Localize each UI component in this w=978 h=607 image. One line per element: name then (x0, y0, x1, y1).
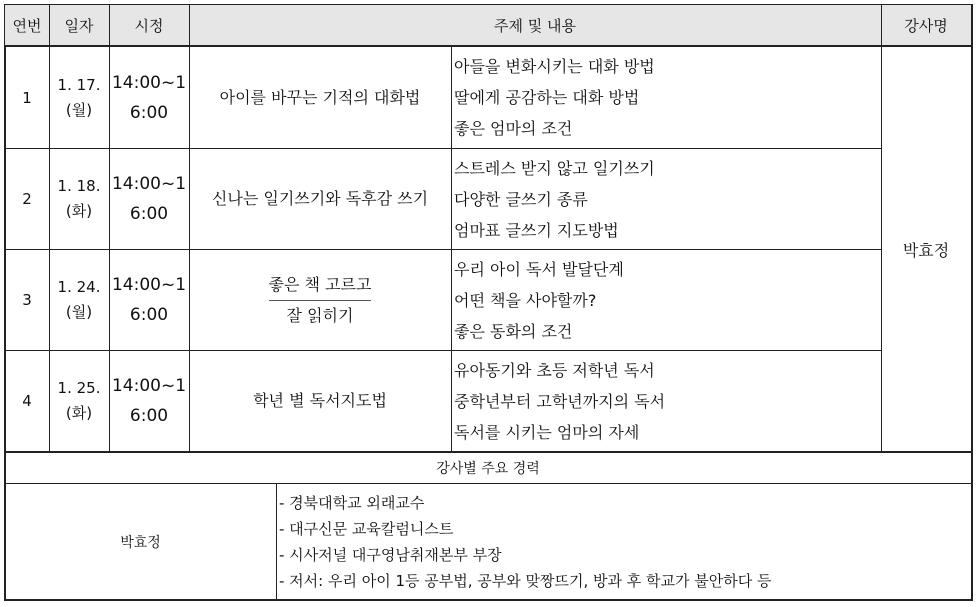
lecturer-name: 박효정 (902, 240, 950, 260)
row-2-contents (451, 149, 881, 249)
career-title-divider (5, 483, 971, 484)
row-3-content-item: 좋은 동화의 조건 (454, 321, 573, 341)
row-1-content-item: 아들을 변화시키는 대화 방법 (454, 57, 655, 76)
row-4-date-day: 1. 25. (57, 379, 101, 397)
row-3-topic-line1: 좋은 책 고르고 (269, 270, 372, 301)
row-1-time (109, 47, 189, 148)
career-item: - 경북대학교 외래교수 (279, 493, 425, 512)
row-3-topic (189, 250, 451, 350)
row-2-topic-line1: 신나는 일기쓰기와 독후감 쓰기 (211, 189, 429, 208)
column-divider (189, 5, 190, 451)
row-1-no: 1 (22, 88, 32, 107)
row-3-time (109, 250, 189, 350)
row-2-time (109, 149, 189, 249)
row-1-date-day: 1. 17. (57, 75, 101, 94)
row-3-topic-line2: 잘 읽히기 (286, 305, 354, 325)
row-1-time-start: 14:00~1 (111, 72, 187, 93)
row-1-content-item: 딸에게 공감하는 대화 방법 (454, 88, 640, 107)
career-title: 강사별 주요 경력 (436, 461, 540, 477)
career-list (276, 484, 971, 599)
row-2-date-weekday: (화) (65, 202, 93, 220)
row-4-content-item: 독서를 시키는 엄마의 자세 (454, 422, 640, 442)
row-4-no: 4 (22, 392, 32, 410)
row-divider (5, 249, 881, 250)
row-1-contents (451, 47, 881, 148)
row-3-contents (451, 250, 881, 350)
row-3-date (49, 250, 109, 350)
row-3-date-weekday: (월) (65, 303, 93, 321)
row-3-content-item: 우리 아이 독서 발달단계 (454, 259, 624, 279)
column-divider (451, 47, 452, 451)
row-4-date-weekday: (화) (65, 404, 93, 422)
row-4-topic-line1: 학년 별 독서지도법 (253, 391, 387, 410)
row-1-topic-line1: 아이를 바꾸는 기적의 대화법 (219, 87, 421, 107)
row-2-date-day: 1. 18. (57, 177, 101, 195)
header-divider (5, 45, 971, 47)
career-item: - 저서: 우리 아이 1등 공부법, 공부와 맞짱뜨기, 방과 후 학교가 불안하다 등 (279, 571, 772, 590)
row-4-topic (189, 351, 451, 451)
row-1-time-end: 6:00 (129, 102, 169, 123)
row-3-no: 3 (22, 291, 32, 309)
section-divider (5, 451, 971, 453)
row-2-time-start: 14:00~1 (111, 174, 187, 194)
row-4-contents (451, 351, 881, 451)
career-item: - 대구신문 교육칼럼니스트 (279, 519, 454, 538)
header-lecturer: 강사명 (881, 5, 971, 45)
header-time: 시정 (109, 5, 189, 45)
career-item: - 시사저널 대구영남취재본부 부장 (279, 545, 502, 564)
row-4-time (109, 351, 189, 451)
career-lecturer-name: 박효정 (120, 534, 161, 551)
row-divider (5, 148, 881, 149)
row-1-date-weekday: (월) (65, 100, 93, 119)
row-4-content-item: 중학년부터 고학년까지의 독서 (454, 391, 666, 411)
row-3-date-day: 1. 24. (57, 278, 101, 296)
column-divider (49, 5, 50, 451)
header-no: 연번 (5, 5, 49, 45)
row-3-content-item: 어떤 책을 사야할까? (454, 290, 597, 310)
row-4-content-item: 유아동기와 초등 저학년 독서 (454, 360, 655, 380)
column-divider (881, 5, 882, 451)
header-date: 일자 (49, 5, 109, 45)
row-2-content-item: 스트레스 받지 않고 일기쓰기 (454, 158, 655, 178)
row-2-content-item: 엄마표 글쓰기 지도방법 (454, 220, 619, 240)
row-2-date (49, 149, 109, 249)
row-2-content-item: 다양한 글쓰기 종류 (454, 189, 588, 209)
row-3-time-end: 6:00 (129, 305, 169, 325)
row-4-time-end: 6:00 (129, 406, 169, 426)
header-topic: 주제 및 내용 (189, 5, 881, 45)
row-2-no: 2 (22, 190, 32, 208)
row-1-topic (189, 47, 451, 148)
row-3-time-start: 14:00~1 (111, 275, 187, 295)
career-column-divider (276, 484, 277, 599)
column-divider (109, 5, 110, 451)
row-4-time-start: 14:00~1 (111, 376, 187, 396)
row-2-time-end: 6:00 (129, 204, 169, 224)
row-divider (5, 350, 881, 351)
row-2-topic (189, 149, 451, 249)
row-1-date (49, 47, 109, 148)
row-4-date (49, 351, 109, 451)
row-1-content-item: 좋은 엄마의 조건 (454, 119, 573, 138)
